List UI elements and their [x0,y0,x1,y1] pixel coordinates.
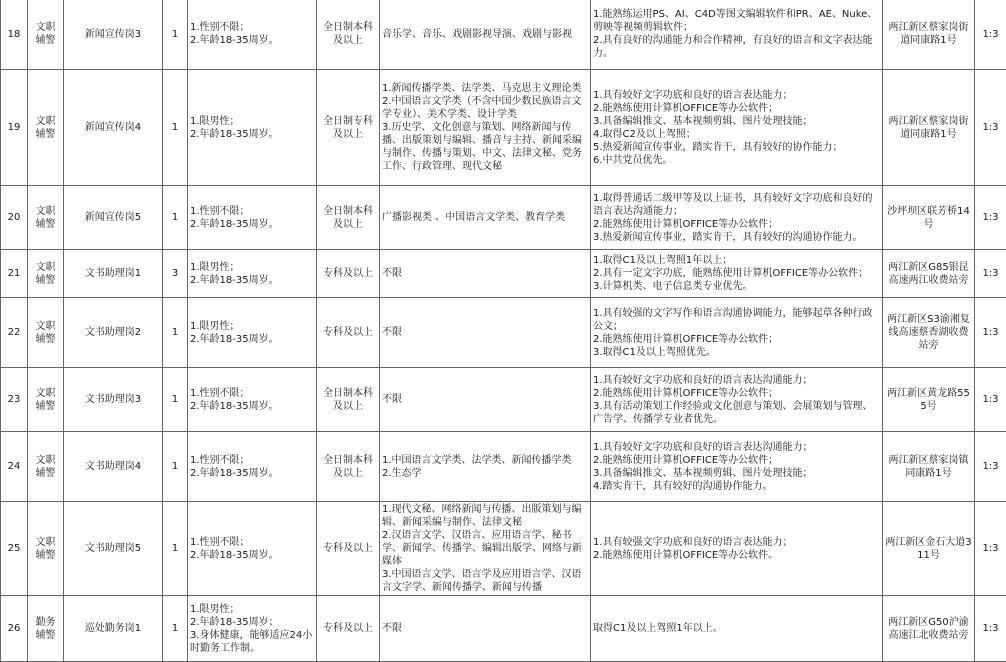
category-cell: 文职 辅警 [28,250,64,298]
location-cell: 沙坪坝区联芳桥14号 [883,186,975,250]
education-cell: 全日制本科及以上 [317,0,380,70]
major-cell [380,0,591,70]
headcount-cell: 1 [163,186,188,250]
location-cell: 两江新区蔡家岗镇同康路1号 [883,432,975,502]
cell-line: 1.具有较好文字功底和良好的语言表达能力； [593,89,880,102]
location-cell: 两江新区蔡家岗街道同康路1号 [883,70,975,186]
table-row [1,0,1006,70]
requirements-cell [591,298,883,368]
cell-line: 2.能熟练使用计算机OFFICE等办公软件； [593,454,880,467]
cell-line: 不限 [382,267,588,280]
ratio-cell: 1:3 [975,0,1006,70]
cell-line: 3.中国语言文学、语言学及应用语言学、汉语言文字学、新闻传播学、新闻与传播 [382,568,588,594]
cell-line: 不限 [382,622,588,635]
ratio-cell: 1:3 [975,298,1006,368]
cell-line: 2.年龄18-35周岁。 [190,467,314,480]
cell-line: 1.限男性； [190,115,314,128]
headcount-cell: 1 [163,0,188,70]
major-cell [380,368,591,432]
ratio-cell: 1:3 [975,186,1006,250]
cell-line: 2.能熟练使用计算机OFFICE等办公软件； [593,333,880,346]
ratio-cell: 1:3 [975,502,1006,596]
requirements-cell [591,368,883,432]
location-cell: 两江新区G85银昆高速两江收费站旁 [883,250,975,298]
cell-line: 1.具有较好文字功底和良好的语言表达沟通能力； [593,374,880,387]
ratio-cell: 1:3 [975,70,1006,186]
cell-line: 2.能熟练使用计算机OFFICE等办公软件。 [593,549,880,562]
cell-line: 2.能熟练使用计算机OFFICE等办公软件； [593,102,880,115]
category-cell: 文职 辅警 [28,186,64,250]
category-cell: 文职 辅警 [28,298,64,368]
conditions-cell [188,186,317,250]
conditions-cell [188,298,317,368]
requirements-cell [591,432,883,502]
conditions-cell [188,0,317,70]
location-cell: 两江新区黄龙路555号 [883,368,975,432]
headcount-cell: 1 [163,70,188,186]
cell-line: 2.年龄18-35周岁； [190,616,314,629]
cell-line: 3.计算机类、电子信息类专业优先。 [593,280,880,293]
category-cell: 文职 辅警 [28,368,64,432]
cell-line: 音乐学、音乐、戏剧影视导演、戏剧与影视 [382,28,588,41]
cell-line: 1.性别不限； [190,21,314,34]
cell-line: 6.中共党员优先。 [593,154,880,167]
major-cell [380,298,591,368]
headcount-cell: 1 [163,368,188,432]
cell-line: 1.能熟练运用PS、AI、C4D等图文编辑软件和PR、AE、Nuke、剪映等视频剪辑软件； [593,8,880,34]
major-cell [380,186,591,250]
education-cell: 专科及以上 [317,250,380,298]
table-row [1,250,1006,298]
cell-line: 3.具备编辑推文、基本视频剪辑、图片处理技能； [593,115,880,128]
table-body [1,0,1006,662]
cell-line: 广播影视类 、中国语言文学类、教育学类 [382,211,588,224]
conditions-cell [188,70,317,186]
conditions-cell [188,502,317,596]
cell-line: 1.性别不限； [190,454,314,467]
education-cell: 专科及以上 [317,596,380,662]
cell-line: 取得C1及以上驾照1年以上。 [593,622,880,635]
requirements-cell [591,70,883,186]
cell-line: 1.中国语言文学类、法学类、新闻传播学类 [382,454,588,467]
education-cell: 全日制本科及以上 [317,186,380,250]
row-number-cell: 22 [1,298,28,368]
category-cell: 文职 辅警 [28,502,64,596]
row-number-cell: 25 [1,502,28,596]
location-cell: 两江新区金石大道311号 [883,502,975,596]
post-name-cell: 文书助理岗5 [64,502,163,596]
post-name-cell: 新闻宣传岗3 [64,0,163,70]
location-cell: 两江新区蔡家岗街道同康路1号 [883,0,975,70]
cell-line: 1.性别不限； [190,205,314,218]
cell-line: 2.具有一定文字功底，能熟练使用计算机OFFICE等办公软件； [593,267,880,280]
cell-line: 2.具有良好的沟通能力和合作精神，有良好的语言和文字表达能力。 [593,34,880,60]
education-cell: 专科及以上 [317,502,380,596]
post-name-cell: 文书助理岗2 [64,298,163,368]
cell-line: 1.新闻传播学类、法学类、马克思主义理论类 [382,82,588,95]
cell-line: 1.具有较好文字功底和良好的语言表达沟通能力； [593,441,880,454]
cell-line: 1.性别不限； [190,387,314,400]
location-cell: 两江新区G50沪渝高速江北收费站旁 [883,596,975,662]
cell-line: 1.性别不限； [190,536,314,549]
requirements-cell [591,596,883,662]
education-cell: 全日制本科及以上 [317,368,380,432]
cell-line: 3.热爱新闻宣传事业，踏实肯干，具有较好的沟通协作能力。 [593,231,880,244]
row-number-cell: 18 [1,0,28,70]
headcount-cell: 1 [163,432,188,502]
post-name-cell: 巡处勤务岗1 [64,596,163,662]
cell-line: 3.具有活动策划工作经验或文化创意与策划、会展策划与管理、广告学、传播学专业者优先。 [593,400,880,426]
table-row [1,186,1006,250]
category-cell: 勤务 辅警 [28,596,64,662]
cell-line: 3.取得C1及以上驾照优先。 [593,346,880,359]
table-row [1,70,1006,186]
cell-line: 2.年龄18-35周岁。 [190,549,314,562]
requirements-cell [591,502,883,596]
cell-line: 2.能熟练使用计算机OFFICE等办公软件； [593,218,880,231]
cell-line: 不限 [382,393,588,406]
post-name-cell: 文书助理岗1 [64,250,163,298]
cell-line: 2.能熟练使用计算机OFFICE等办公软件； [593,387,880,400]
category-cell: 文职 辅警 [28,0,64,70]
major-cell [380,432,591,502]
location-cell: 两江新区S3渝湘复线高速蔡香湖收费站旁 [883,298,975,368]
row-number-cell: 21 [1,250,28,298]
ratio-cell: 1:3 [975,368,1006,432]
cell-line: 4.取得C2及以上驾照； [593,128,880,141]
cell-line: 2.年龄18-35周岁。 [190,274,314,287]
education-cell: 专科及以上 [317,298,380,368]
cell-line: 1.取得普通话二级甲等及以上证书，具有较好文字功底和良好的语言表达沟通能力； [593,192,880,218]
ratio-cell: 1:3 [975,432,1006,502]
cell-line: 5.热爱新闻宣传事业，踏实肯干，具有较好的协作能力； [593,141,880,154]
cell-line: 1.限男性； [190,603,314,616]
cell-line: 1.具有较强文字功底和良好的语言表达能力； [593,536,880,549]
row-number-cell: 19 [1,70,28,186]
requirements-cell [591,186,883,250]
table-row [1,368,1006,432]
cell-line: 2.年龄18-35周岁。 [190,218,314,231]
category-cell: 文职 辅警 [28,432,64,502]
education-cell: 全日制专科及以上 [317,70,380,186]
conditions-cell [188,596,317,662]
cell-line: 2.中国语言文学类（不含中国少数民族语言文学专业）、美术学类、设计学类 [382,95,588,121]
conditions-cell [188,368,317,432]
cell-line: 3.身体健康，能够适应24小时勤务工作制。 [190,629,314,655]
table-row [1,502,1006,596]
table-row [1,432,1006,502]
row-number-cell: 20 [1,186,28,250]
cell-line: 2.生态学 [382,467,588,480]
headcount-cell: 3 [163,250,188,298]
post-name-cell: 文书助理岗3 [64,368,163,432]
conditions-cell [188,432,317,502]
major-cell [380,502,591,596]
cell-line: 1.现代文秘、网络新闻与传播、出版策划与编辑、新闻采编与制作、法律文秘 [382,503,588,529]
cell-line: 3.历史学、文化创意与策划、网络新闻与传播、出版策划与编辑、播音与主持、新闻采编与制作、传播与策划、中文、法律文秘、党务工作、行政管理、现代文秘 [382,121,588,173]
cell-line: 1.限男性； [190,261,314,274]
headcount-cell: 1 [163,596,188,662]
cell-line: 1.取得C1及以上驾照1年以上； [593,254,880,267]
cell-line: 2.汉语言文学、汉语言、应用语言学、秘书学、新闻学、传播学、编辑出版学、网络与新媒体 [382,529,588,568]
major-cell [380,250,591,298]
major-cell [380,596,591,662]
education-cell: 全日制本科及以上 [317,432,380,502]
cell-line: 1.限男性； [190,320,314,333]
cell-line: 不限 [382,326,588,339]
cell-line: 2.年龄18-35周岁。 [190,333,314,346]
category-cell: 文职 辅警 [28,70,64,186]
ratio-cell: 1:3 [975,596,1006,662]
conditions-cell [188,250,317,298]
headcount-cell: 1 [163,502,188,596]
post-name-cell: 文书助理岗4 [64,432,163,502]
row-number-cell: 24 [1,432,28,502]
row-number-cell: 26 [1,596,28,662]
post-name-cell: 新闻宣传岗5 [64,186,163,250]
headcount-cell: 1 [163,298,188,368]
ratio-cell: 1:3 [975,250,1006,298]
cell-line: 4.踏实肯干，具有较好的沟通协作能力。 [593,480,880,493]
cell-line: 2.年龄18-35周岁。 [190,34,314,47]
table-row [1,298,1006,368]
row-number-cell: 23 [1,368,28,432]
table-row [1,596,1006,662]
requirements-cell [591,0,883,70]
major-cell [380,70,591,186]
post-name-cell: 新闻宣传岗4 [64,70,163,186]
requirements-cell [591,250,883,298]
cell-line: 1.具有较强的文字写作和语言沟通协调能力，能够起草各种行政公文； [593,307,880,333]
cell-line: 2.年龄18-35周岁。 [190,400,314,413]
cell-line: 3.具备编辑推文、基本视频剪辑、图片处理技能； [593,467,880,480]
cell-line: 2.年龄18-35周岁。 [190,128,314,141]
